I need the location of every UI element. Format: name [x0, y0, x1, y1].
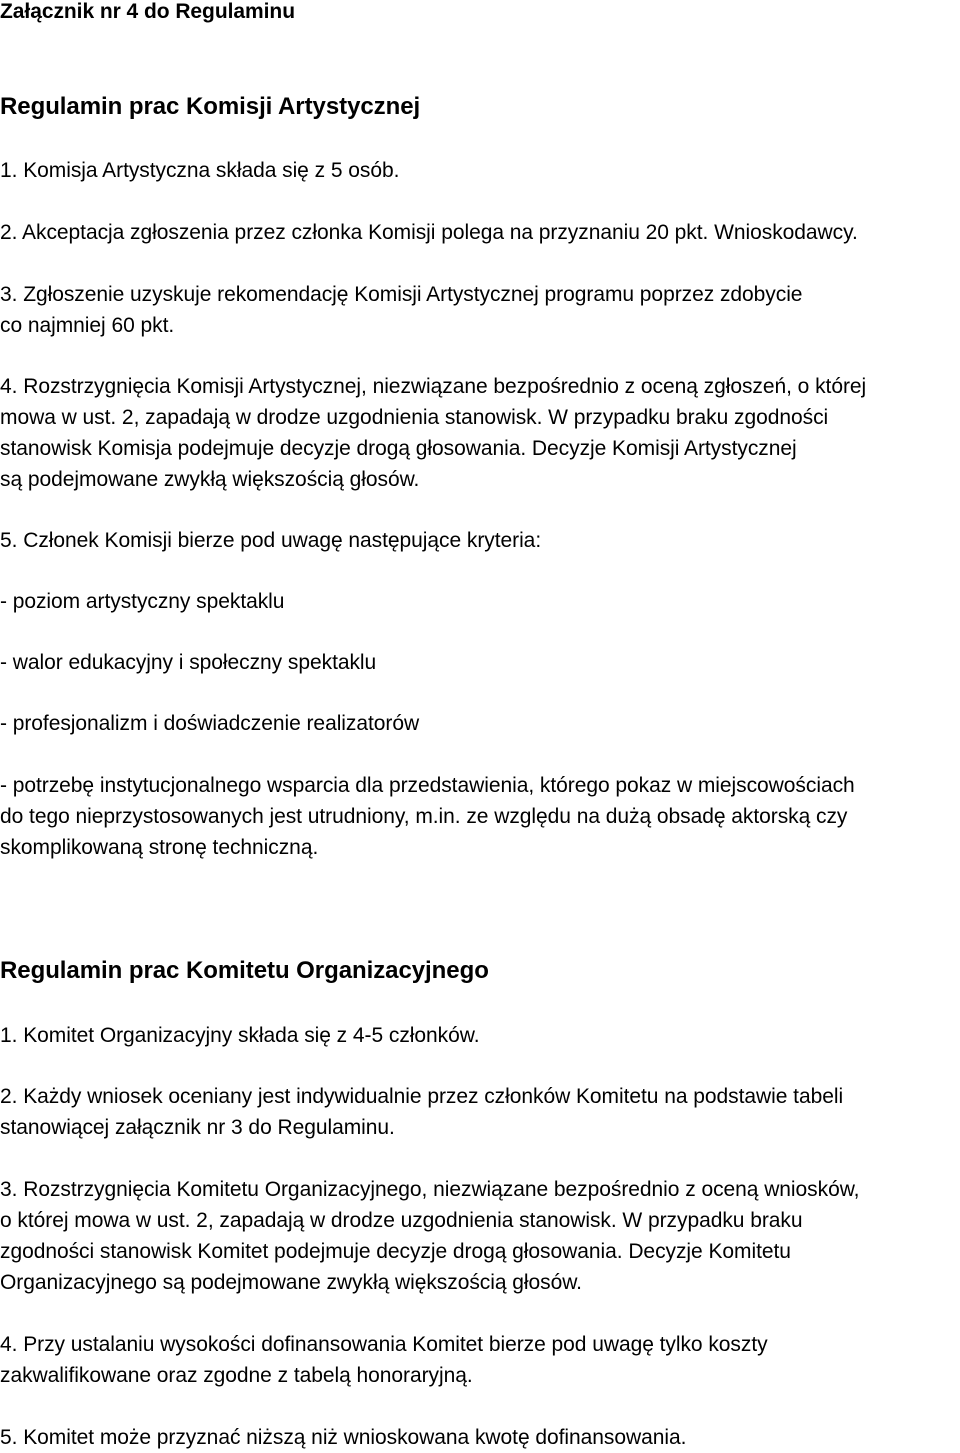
criteria-item: do tego nieprzystosowanych jest utrudniony, m.in. ze względu na dużą obsadę aktorską czy — [0, 805, 848, 828]
criteria-item: - potrzebę instytucjonalnego wsparcia dla przedstawienia, którego pokaz w miejscowościach — [0, 774, 855, 797]
paragraph-line: 3. Rozstrzygnięcia Komitetu Organizacyjnego, niezwiązane bezpośrednio z oceną wniosków, — [0, 1178, 860, 1201]
section-heading-komisja: Regulamin prac Komisji Artystycznej — [0, 93, 421, 120]
paragraph-line: 2. Akceptacja zgłoszenia przez członka Komisji polega na przyznaniu 20 pkt. Wnioskodawcy. — [0, 221, 858, 244]
paragraph-line: stanowiącej załącznik nr 3 do Regulaminu. — [0, 1116, 395, 1139]
criteria-item: - walor edukacyjny i społeczny spektaklu — [0, 651, 377, 674]
paragraph-line: Organizacyjnego są podejmowane zwykłą większością głosów. — [0, 1271, 582, 1294]
paragraph-line: 1. Komisja Artystyczna składa się z 5 osób. — [0, 159, 400, 182]
paragraph-line: 2. Każdy wniosek oceniany jest indywidualnie przez członków Komitetu na podstawie tabeli — [0, 1085, 844, 1108]
paragraph-line: 5. Komitet może przyznać niższą niż wnioskowana kwotę dofinansowania. — [0, 1426, 687, 1449]
paragraph-line: są podejmowane zwykłą większością głosów. — [0, 468, 420, 491]
criteria-item: - profesjonalizm i doświadczenie realizatorów — [0, 712, 420, 735]
paragraph-line: o której mowa w ust. 2, zapadają w drodze uzgodnienia stanowisk. W przypadku braku — [0, 1209, 803, 1232]
criteria-item: - poziom artystyczny spektaklu — [0, 590, 285, 613]
section-heading-komitet: Regulamin prac Komitetu Organizacyjnego — [0, 957, 489, 984]
criteria-item: skomplikowaną stronę techniczną. — [0, 836, 319, 859]
attachment-title: Załącznik nr 4 do Regulaminu — [0, 0, 295, 23]
paragraph-line: 1. Komitet Organizacyjny składa się z 4-5 członków. — [0, 1024, 480, 1047]
paragraph-line: co najmniej 60 pkt. — [0, 314, 175, 337]
paragraph-line: 5. Członek Komisji bierze pod uwagę następujące kryteria: — [0, 529, 542, 552]
paragraph-line: zakwalifikowane oraz zgodne z tabelą honoraryjną. — [0, 1364, 473, 1387]
paragraph-line: 3. Zgłoszenie uzyskuje rekomendację Komisji Artystycznej programu poprzez zdobycie — [0, 283, 803, 306]
paragraph-line: stanowisk Komisja podejmuje decyzje drogą głosowania. Decyzje Komisji Artystycznej — [0, 437, 797, 460]
paragraph-line: mowa w ust. 2, zapadają w drodze uzgodnienia stanowisk. W przypadku braku zgodności — [0, 406, 829, 429]
paragraph-line: zgodności stanowisk Komitet podejmuje decyzje drogą głosowania. Decyzje Komitetu — [0, 1240, 791, 1263]
paragraph-line: 4. Przy ustalaniu wysokości dofinansowania Komitet bierze pod uwagę tylko koszty — [0, 1333, 768, 1356]
paragraph-line: 4. Rozstrzygnięcia Komisji Artystycznej, niezwiązane bezpośrednio z oceną zgłoszeń, o której — [0, 375, 867, 398]
